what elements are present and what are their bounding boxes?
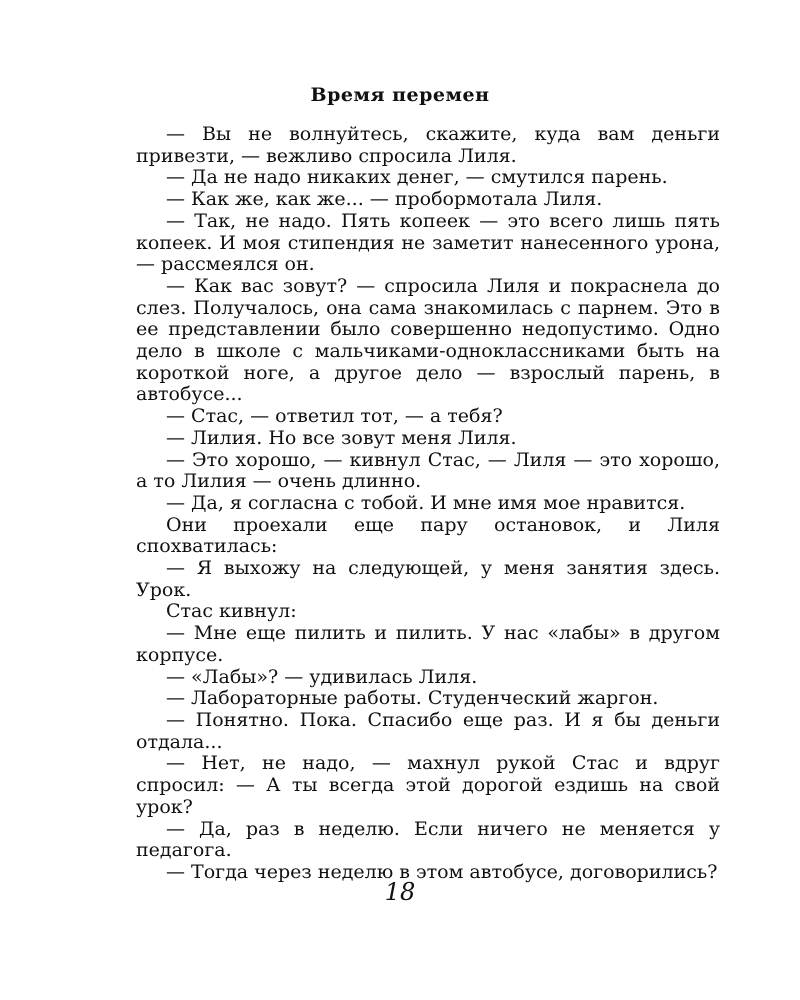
- paragraph: Стас кивнул:: [166, 600, 297, 623]
- paragraph: — Да, раз в неделю. Если ничего не меняется у педагога.: [136, 817, 720, 862]
- paragraph: — Так, не надо. Пять копеек — это всего лишь пять копеек. И моя стипендия не заметит нанесенного урона, — рассмеялся он.: [136, 209, 720, 276]
- paragraph: — Тогда через неделю в этом автобусе, договорились?: [166, 860, 718, 883]
- paragraph: — Вы не волнуйтесь, скажите, куда вам деньги привезти, — вежливо спросила Лиля.: [136, 123, 720, 167]
- paragraph: — Понятно. Пока. Спасибо еще раз. И я бы деньги отдала...: [136, 708, 720, 753]
- page-number: 18: [384, 878, 416, 906]
- paragraph: — «Лабы»? — удивилась Лиля.: [166, 665, 478, 688]
- paragraph: Они проехали еще пару остановок, и Лиля спохватилась:: [136, 513, 720, 558]
- paragraph: — Да не надо никаких денег, — смутился парень.: [166, 166, 668, 189]
- paragraph: — Да, я согласна с тобой. И мне имя мое нравится.: [166, 491, 686, 514]
- paragraph: — Как вас зовут? — спросила Лиля и покраснела до слез. Получалось, она сама знакомилась с парнем. Это в ее представлении было совершенно недопустимо. Одно дело в школе с мальчиками-одноклассниками быть на короткой ноге, а другое дело — взрослый парень, в автобусе...: [136, 274, 720, 406]
- paragraph: — Лабораторные работы. Студенческий жаргон.: [166, 687, 659, 710]
- paragraph: — Стас, — ответил тот, — а тебя?: [166, 405, 503, 428]
- paragraph: — Мне еще пилить и пилить. У нас «лабы» в другом корпусе.: [136, 622, 720, 666]
- paragraph: — Это хорошо, — кивнул Стас, — Лиля — это хорошо, а то Лилия — очень длинно.: [136, 448, 720, 493]
- running-title: Время перемен: [310, 84, 490, 106]
- paragraph: — Лилия. Но все зовут меня Лиля.: [166, 426, 517, 449]
- paragraph: — Нет, не надо, — махнул рукой Стас и вдруг спросил: — А ты всегда этой дорогой ездишь на свой урок?: [136, 752, 720, 818]
- paragraph: — Как же, как же... — пробормотала Лиля.: [166, 188, 603, 211]
- body-text: [136, 124, 720, 884]
- paragraph: — Я выхожу на следующей, у меня занятия здесь. Урок.: [136, 557, 720, 601]
